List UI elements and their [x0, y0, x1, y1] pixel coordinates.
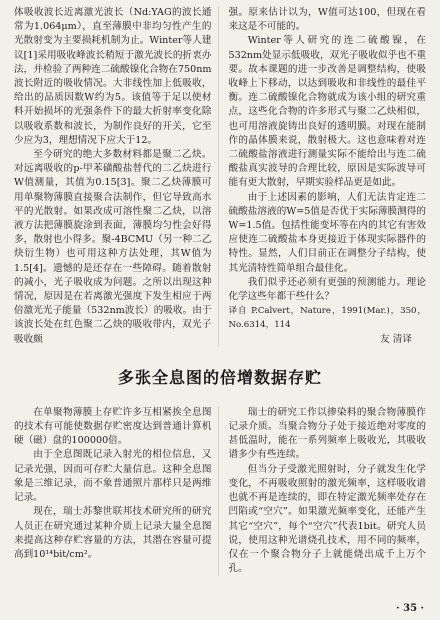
top-section — [14, 6, 426, 347]
paragraph: 体吸收波长近离激光波长（Nd:YAG的波长通常为1.064μm），直至薄膜中非均匀性产生的光散射变为主要损耗机制为止。Winter等人建议[1]采用吸收峰波长稍短于激光波长的折衷办法，并检验了两种连二硫酸镍化合物在750nm波长附近的吸收情况。大非线性加上低吸收，给出的品质因数W约为5。该值等于足以使材料开始损坏的光强条件下的最大折射率变化除以吸收系数和波长，为制作良好的开关，它至少应为3，理想情况下应大于12。 — [14, 7, 212, 146]
paragraph: 我们似乎还必须有更强的预测能力。理论化学这些年都干些什么？ — [228, 276, 426, 303]
paragraph: 由于全息图既记录入射光的相位信息，又记录光强，因而可存贮大量信息。这种全息图象是三维记录，而不象普通照片那样只是两维记录。 — [14, 449, 212, 504]
paragraph: 但当分子受激光照射时，分子就发生化学变化，不再吸收照射的激光频率，这样吸收谱也就不再是连续的，即在特定激光频率处存在凹陷或“空穴”。如果激光频率变化，还能产生其它“空穴”，每个“空穴”代表1bit。研究人员说，使用这种光谱烧孔技术，用不同的频率，仅在一个聚合物分子上就能烧出成千上万个孔。 — [228, 463, 426, 575]
article-title: 多张全息图的倍增数据存贮 — [117, 367, 322, 387]
top-left-column — [14, 6, 219, 347]
article-left-column — [14, 406, 219, 576]
paragraph: 瑞士的研究工作以掺染料的聚合物薄膜作记录介质。当聚合物分子处于接近绝对零度的甚低温时，能在一系列频率上吸收光，其吸收谱多少有些连续。 — [228, 406, 426, 461]
paragraph: 由于上述因素的影响，人们无法肯定连二硫酸盐溶液的W=5值是否优于实际薄膜测得的W=1.5值。包括性能变坏等在内的其它有害效应使连二硫酸盐本身更接近于体现实际器件的特性。显然，人们目前正在调整分子结构，使其光清特性简单组合最佳化。 — [228, 191, 426, 274]
paragraph: 至今研究的绝大多数材料都是聚二乙炔。对远离吸收的p-甲苯磺酸盐替代的二乙炔进行W值测量，其值为0.15[3]。聚二乙炔薄膜可用单聚物薄膜直接聚合法制作，但它导致高水平的光散射。如果改成可溶性聚二乙炔，以溶液方法把薄膜旋涂到表面，薄膜均匀性会好得多，散射也小得多。聚-4BCMU（另一种二乙炔衍生物）也可用这种方法处理，其W值为1.5[4]。遗憾的是还存在一些障碍。随着散射的减小，光子吸收成为问题。之所以出现这种情况，原因是在若离激光强度下发生相应于两倍激光光子能量（532nm波长）的吸收。由于该波长处在红色聚二乙炔的吸收带内，双光子吸收颇 — [14, 149, 212, 345]
paragraph: 现在，瑞士苏黎世联邦技术研究所的研究人员正在研究通过某种介质上记录大量全息图来提高这种存贮容量的方法，其潜在容量可提高到10¹⁴bit/cm²。 — [14, 506, 212, 560]
source-citation: 译自 P.Calvert，Nature，1991(Mar.)，350，No.6314，114 — [228, 306, 426, 331]
translator-credit: 友 清译 — [380, 333, 412, 345]
page-number: · 35 · — [396, 603, 424, 614]
paragraph: Winter等人研究的连二硫酸镍，在532nm处显示低吸收，双光子吸收似乎也不重要。故本课题的进一步改善是调整结构，使吸收峰上下移动，以达到吸收和非线性的最佳平衡。连二硫酸镍化合物就成为该小组的研究重点，这些化合物的许多形式与聚二乙炔相似，也可用溶液旋铸出良好的透明膜。对现在能制作的晶体膜来说，散射极大。这也意味着对连二硫酸盐溶液进行测量实际不能给出与连二硫酸盐真实波导的合理比较，原因是实际波导可能有更大散射，早期实验样品更是如此。 — [228, 35, 426, 189]
paragraph: 强。原来估计以为，W值可达100，但现在看来这是不可能的。 — [228, 7, 426, 33]
article-right-column — [229, 406, 427, 576]
paragraph: 在单聚物薄膜上存贮许多互相紧挨全息图的技术有可能使数据存贮密度达到普通计算机硬（磁）盘的100000倍。 — [14, 406, 212, 447]
top-right-column — [229, 6, 427, 347]
article-body — [14, 406, 426, 576]
